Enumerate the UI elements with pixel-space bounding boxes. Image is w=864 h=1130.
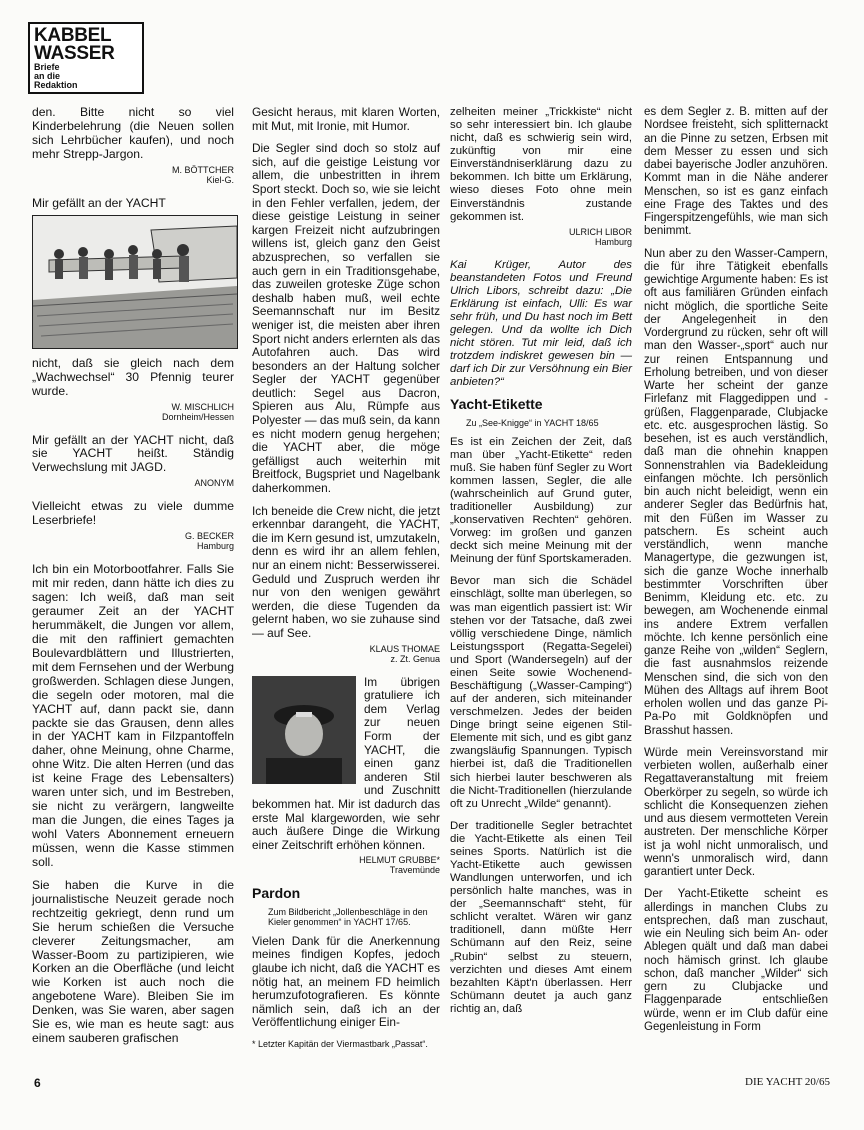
letter-thomae-part2: Sie haben die Kurve in die journalistische Neuzeit gerade noch rechtzeitig gekriegt, denn rund um Sie herum schießen die Versuche cleverer Zeitungsmacher, am Wasser-Boom zu partizipieren, wie Korken an die Oberfläche (und leicht wie Korken ist auch noch die angebotene Ware). Bleiben Sie im Denken, was Sie waren, aber sagen Sie es, wie man es heute sagt: aus einem sauberen grafischen [32, 877, 234, 1046]
page-number: 6 [34, 1076, 41, 1090]
section-heading-pardon: Pardon [252, 885, 301, 902]
signature-boettcher: M. BÖTTCHER Kiel-G. [172, 164, 234, 185]
section-heading-etikette: Yacht-Etikette [450, 396, 543, 413]
letter-thomae-part4: Die Segler sind doch so stolz auf sich, auf die geistige Leistung vor allem, die unbestritten in ihrem Sport steckt. Doch so, wie sie leicht in den Fehler verfallen, jedem, der diese geistige Leistung in seiner kargen Freizeit nicht aufzubringen willens ist, gleich ganz den Geist abzusprechen, so verfallen sie auch gern in ein Traditionsgehabe, das zuweilen groteske Züge schon deshalb haben muß, weil echte Seemannschaft nur im Besitz weniger ist, die meisten aber ihren Sport nicht anders erlernten als das Autofahren auch. Das wird besonders an der Haltung solcher Segler der YACHT gegenüber deutlich: Segel aus Dacron, Spieren aus Alu, Rümpfe aus Polyester — das muß sein, da kann es nicht modern genug hergehen; die YACHT aber, die möge gefälligst auch weiterhin mit Breitfock, Bugspriet und Nagelbank daherkommen. [252, 141, 440, 496]
footnote: * Letzter Kapitän der Viermastbark „Passat“. [252, 1039, 428, 1050]
letter-thomae-part5: Ich beneide die Crew nicht, die jetzt erkennbar darangeht, die YACHT, die im Kern gesund ist, umzutakeln, denn es wird ihr an allem fehlen, nur an einem nicht: Besserwisserei. Geduld und Zuspruch werden ihr nur von den wenigen gewährt werden, die diese Tugenden da gelernt haben, wo sie zuhause sind — auf See. [252, 503, 440, 640]
letter-thomae-part3: Gesicht heraus, mit klaren Worten, mit Mut, mit Ironie, mit Humor. [252, 105, 440, 133]
letter-libor-part1: Vielen Dank für die Anerkennung meines findigen Kopfes, jedoch glaube ich nicht, daß die YACHT es nötig hat, an meinem FD heimlich herumzufotografieren. Es könnte nämlich sein, daß ich an der Veröffentlichung einiger Ein- [252, 933, 440, 1030]
column-2 [252, 106, 440, 1049]
etikette-reference: Zu „See-Knigge“ in YACHT 18/65 [466, 417, 599, 428]
letter-etikette-part4: es dem Segler z. B. mitten auf der Nordsee freisteht, sich splitternackt an die Pinne zu setzen, Erbsen mit dem Messer zu essen und sich dabei bayerische Jodler anzuhören. Kommt man in die Nähe anderer Menschen, so ist es ganz einfach eine Frage des Taktes und des Fingerspitzengefühls, wie man sich benimmt. [644, 106, 828, 238]
letter-becker-text: Vielleicht etwas zu viele dumme Leserbriefe! [32, 499, 234, 528]
editor-reply: Kai Krüger, Autor des beanstandeten Fotos und Freund Ulrich Libors, schreibt dazu: „Die Erklärung ist einfach, Ulli: Es war sehr früh, und Du hast noch im Bett gelegen. Und da wollte ich Dich nicht stören. Tut mir leid, daß ich trotzdem indiskret gewesen bin — darf ich Dir zur Versöhnung ein Bier anbieten?“ [450, 258, 632, 389]
letter-thomae-part1: Ich bin ein Motorbootfahrer. Falls Sie mit mir reden, dann hätte ich dies zu sagen: Ich weiß, daß man seit geraumer Zeit an der YACHT herummäkelt, die Jungen vor allem, die mit den raffiniert gemachten Boulevardblättern und Illustrierten, mit dem Fernsehen und der Werbung großwerden. Schlagen diese Jungen, die segeln oder motoren, mal die YACHT auf, dann packt sie, dann packte sie das Grausen, denn alles in der YACHT kam in Filzpantoffeln daher, ohne Meinung, ohne Charme, ohne Witz. Die alten Herren (und das ist keine Frage des Lebensalters) waren unter sich, und im Bestreben, sie nicht zu verärgern, langweilte man die Jungen, die eines Tages ja wohl Vaters Abonnement erneuern müssen, wenn die Kasse stimmen soll. [32, 562, 234, 869]
masthead-title-line1: KABBEL [34, 25, 112, 46]
masthead-title-line2: WASSER [34, 43, 115, 64]
letter-etikette-part5: Nun aber zu den Wasser-Campern, die für ihre Tätigkeit ebenfalls gewichtige Argumente haben: Es ist oft aus familiären Gründen einfach nicht möglich, die sportliche Seite der Angelegenheit in den Vordergrund zu rücken, sehr oft will man den Wasser-„sport“ auch nur zur reinen Entspannung und Erholung betreiben, und von dieser Warte her scheint der ganze Firlefanz mit Flaggedippen und -grüßen, Flaggenparade, Clubjacke etc. etc. ausgesprochen lästig. So besehen, ist es auch verständlich, daß man die ohnehin knappen Sonnenstrahlen via Badekleidung einfangen möchte. Ich persönlich bin auch nicht beleidigt, wenn ein anderer Segler das Bedürfnis hat, mit den Füßen im Wasser zu patschern. Es scheint auch verständlich, wenn manche Managertype, die gezwungen ist, sich die ganze Woche innerhalb bestimmter Vorschriften über Benimm, Kleidung etc. etc. zu bewegen, am Wochenende einmal ins andere Extrem verfallen möchte. Ich kenne persönlich eine ganze Reihe von „wilden“ Seglern, die fast ausnahmslos reizende Menschen sind, die sich von den Mühen des Alltags auf ihrem Boot erholen wollen und das ganze Pi-Pa-Po mit Goldknöpfen und Brasshut hassen. [644, 247, 828, 737]
signature-becker: G. BECKER Hamburg [184, 531, 234, 552]
letter-etikette-part1: Es ist ein Zeichen der Zeit, daß man über „Yacht-Etikette“ reden muß. Sie haben fünf Segler zu Wort kommen lassen, Segler, die alle (wahrscheinlich auf Grund guter, traditioneller Ausbildung) zur „konservativen Rechten“ gehören. Vorweg: im großen und ganzen deckt sich meine Meinung mit der Meinung der fünf Sportskameraden. [450, 435, 632, 566]
letter-mischlich-intro: Mir gefällt an der YACHT [32, 195, 166, 210]
letter-mischlich-text: nicht, daß sie gleich nach dem „Wachwechsel“ 30 Pfennig teurer wurde. [32, 355, 234, 398]
letter-grubbe-text: Im übrigen gratuliere ich dem Verlag zur neuen Form der YACHT, die einen ganz anderen Stil und Zuschnitt bekommen hat. Mir ist dadurch das erste Mal klargeworden, wie sehr auch äußere Dinge die Wirkung einer Zeitschrift erhöhen können. [252, 674, 440, 852]
letter-etikette-part6: Würde mein Vereinsvorstand mir verbieten wollen, außerhalb einer Regattaveranstaltung mit freiem Oberkörper zu segeln, so würde ich schlicht die Konsequenzen ziehen und aus diesem vermotteten Verein austreten. Der menschliche Körper ist ja wohl nicht unmoralisch, und wenn's unmoralisch wird, dann garantiert unter Deck. [644, 746, 828, 878]
letter-etikette-part7: Der Yacht-Etikette scheint es allerdings in manchen Clubs zu entsprechen, daß man zuschaut, wie ein Neuling sich beim An- oder Ablegen quält und daß man dabei noch hämisch grinst. Ich glaube schon, daß mancher „Wilder“ sich gern zu Clubjacke und Flaggenparade entschließen würde, wenn er im Club dafür eine Gegenleistung in Form [644, 888, 828, 1033]
column-3 [450, 106, 632, 1025]
letter-libor-part2: zelheiten meiner „Trickkiste“ nicht so sehr interessiert bin. Ich glaube nicht, daß es schwierig sein wird, zukünftig von mir eine Einverständniserklärung dazu zu bekommen. Ich bitte um Erklärung, wieso dieses Foto ohne mein Einverständnis zustande gekommen ist. [450, 106, 632, 223]
signature-mischlich: W. MISCHLICH Dornheim/Hessen [161, 401, 234, 422]
signature-anonym: ANONYM [194, 478, 234, 489]
signature-thomae: KLAUS THOMAE z. Zt. Genua [369, 643, 440, 664]
masthead-subtitle-2: an die [34, 71, 61, 81]
masthead-subtitle-3: Redaktion [34, 80, 78, 90]
signature-grubbe: HELMUT GRUBBE* Travemünde [359, 855, 440, 876]
issue-label: DIE YACHT 20/65 [745, 1076, 830, 1088]
letter-etikette-part2: Bevor man sich die Schädel einschlägt, sollte man überlegen, so was man eigentlich passiert ist: Wir stehen vor der Tatsache, daß zwei völlig verschiedene Dinge, nämlich Leistungssport (Regatta-Segelei) und Sport (Wandersegeln) auf der einen Seite sowie Wochenend-Beschäftigung („Wasser-Camping“) auf der anderen, sich miteinander verschmelzen. Jedes der beiden Dinge bringt seine eigenen Stil-Elemente mit sich, und es gibt ganz zwangsläufig Spannungen. Typisch hierbei ist, daß die Traditionellen sich hierbei lauter beschweren als die Nicht-Traditionellen (hierzulande oft zu Unrecht „Wilde“ genannt). [450, 575, 632, 810]
column-4 [644, 106, 828, 1043]
signature-libor: ULRICH LIBOR Hamburg [568, 226, 632, 247]
pardon-reference: Zum Bildbericht „Jollenbeschläge in den Kieler genommen“ in YACHT 17/65. [268, 906, 428, 927]
portrait-photo [252, 676, 356, 784]
captain-portrait [252, 676, 356, 784]
letter-etikette-part3: Der traditionelle Segler betrachtet die Yacht-Etikette als einen Teil seines Sports. Natürlich ist die Yacht-Etikette auch gewissen Wandlungen unterworfen, und ich persönlich halte manches, was in der „Seemannschaft“ steht, für schlicht veraltet. Wären wir ganz traditionell, dann müßte Herr Schümann auf den Reiz, seine „Rubin“ selbst zu steuern, verzichten und dieses Amt einem bezahlten Käpt'n überlassen. Herr Schümann deutet ja auch ganz richtig an, daß [450, 819, 632, 1015]
letter-anonym-text: Mir gefällt an der YACHT nicht, daß sie YACHT heißt. Ständig Verwechslung mit JAGD. [32, 432, 234, 475]
cartoon-illustration [32, 215, 238, 349]
column-1 [32, 106, 234, 1055]
letter-boettcher-text: den. Bitte nicht so viel Kinderbelehrung (die Neuen sollen sich Lehrbücher kaufen), und noch mehr Strepp-Jargon. [32, 105, 234, 161]
cartoon-drawing [33, 216, 237, 348]
column-masthead [28, 22, 144, 94]
masthead-subtitle-1: Briefe [34, 62, 60, 72]
